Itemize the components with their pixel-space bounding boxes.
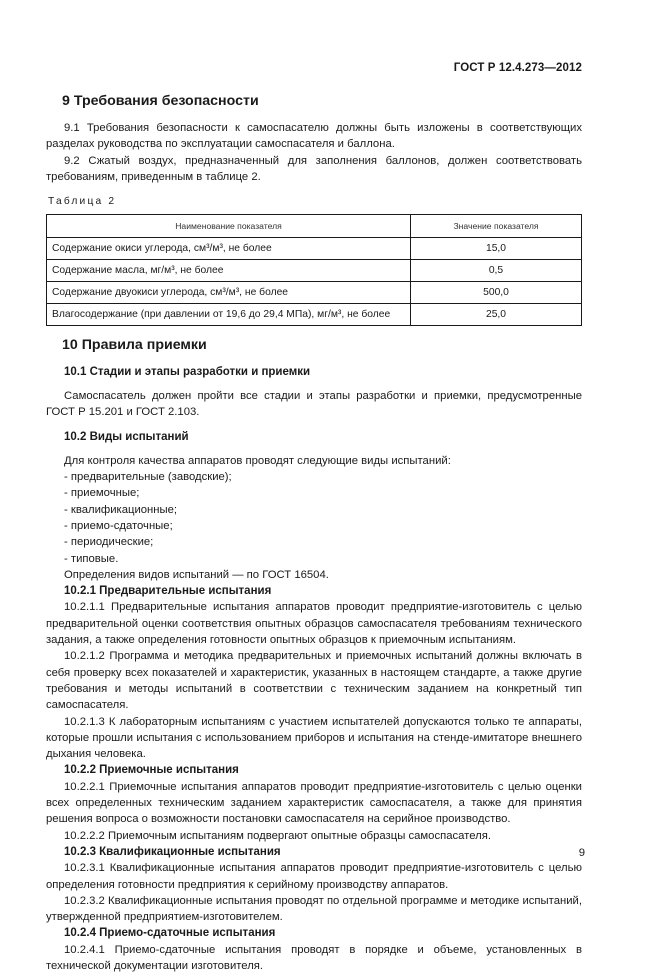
subsection-10-2-heading: 10.2 Виды испытаний [64, 430, 189, 443]
paragraph-10-2-1-2: 10.2.1.2 Программа и методика предварительных и приемочных испытаний должны включать в себя проверку всех показателей и характеристик, указанных в настоящем стандарте, а также другие требования и методы испытаний в соответствии с техническим заданием на конкретный тип самоспасателя. [46, 650, 582, 712]
subsection-10-2-4-heading: 10.2.4 Приемо-сдаточные испытания [64, 927, 276, 940]
paragraph-10-2-1-3: 10.2.1.3 К лабораторным испытаниям с участием испытателей допускаются только те аппараты, которые прошли испытания с использованием приборов и испытания на стенде-имитаторе внешнего дыхания человека. [46, 715, 582, 761]
row-value: 0,5 [411, 260, 582, 282]
paragraph-10-2-3-2: 10.2.3.2 Квалификационные испытания проводят по отдельной программе и методике испытаний, утвержденной предприятием-изготовителем. [46, 894, 582, 924]
table-row [47, 260, 582, 282]
row-name: Влагосодержание (при давлении от 19,6 до 29,4 МПа), мг/м³, не более [47, 304, 411, 326]
list-item: - периодические; [64, 536, 154, 549]
list-item: - приемочные; [64, 487, 140, 500]
list-item: - квалификационные; [64, 503, 178, 516]
row-name: Содержание масла, мг/м³, не более [47, 260, 411, 282]
test-types-list [46, 453, 582, 583]
table-row [47, 304, 582, 326]
row-value: 500,0 [411, 282, 582, 304]
definition-line: Определения видов испытаний — по ГОСТ 16504. [64, 568, 329, 581]
row-name: Содержание окиси углерода, см³/м³, не более [47, 238, 411, 260]
row-name: Содержание двуокиси углерода, см³/м³, не более [47, 282, 411, 304]
paragraph-10-1: Самоспасатель должен пройти все стадии и этапы разработки и приемки, предусмотренные ГОСТ Р 15.201 и ГОСТ 2.103. [46, 390, 582, 419]
subsection-10-2-3-heading: 10.2.3 Квалификационные испытания [64, 845, 281, 858]
subsection-10-2-2-heading: 10.2.2 Приемочные испытания [64, 764, 239, 777]
paragraph-10-2-2-2: 10.2.2.2 Приемочным испытаниям подвергают опытные образцы самоспасателя. [64, 829, 491, 842]
subsection-10-2-1-heading: 10.2.1 Предварительные испытания [64, 585, 272, 598]
column-header-value: Значение показателя [411, 215, 582, 238]
table-2 [46, 214, 582, 326]
section-9-heading: 9 Требования безопасности [62, 93, 259, 109]
paragraph-10-2-3-1: 10.2.3.1 Квалификационные испытания аппаратов проводит предприятие-изготовитель с целью определения готовности предприятия к серийному производству аппаратов. [46, 862, 582, 891]
page-content [46, 92, 582, 974]
row-value: 15,0 [411, 238, 582, 260]
table-row [47, 238, 582, 260]
column-header-name: Наименование показателя [47, 215, 411, 238]
paragraph-10-2-1-1: 10.2.1.1 Предварительные испытания аппаратов проводит предприятие-изготовитель с целью предварительной оценки соответствия опытных образцов самоспасателя требованиям технического задания, а также определения готовности опытных образцов к приемочным испытаниям. [46, 601, 582, 647]
paragraph-10-2-4-1: 10.2.4.1 Приемо-сдаточные испытания проводят в порядке и объеме, установленных в технической документации изготовителя. [46, 943, 582, 972]
section-10-heading: 10 Правила приемки [62, 337, 207, 354]
list-intro: Для контроля качества аппаратов проводят следующие виды испытаний: [64, 454, 451, 467]
list-item: - предварительные (заводские); [64, 471, 232, 484]
list-item: - типовые. [64, 552, 119, 565]
document-code-header: ГОСТ Р 12.4.273—2012 [453, 62, 582, 74]
paragraph-9-2: 9.2 Сжатый воздух, предназначенный для заполнения баллонов, должен соответствовать требованиям, приведенным в таблице 2. [46, 154, 582, 183]
page-number: 9 [578, 847, 585, 859]
table-header-row [47, 215, 582, 238]
paragraph-9-1: 9.1 Требования безопасности к самоспасателю должны быть изложены в соответствующих разделах руководства по эксплуатации самоспасателя и баллона. [46, 122, 582, 151]
list-item: - приемо-сдаточные; [64, 519, 173, 532]
table-2-caption: Таблица 2 [48, 196, 117, 208]
subsection-10-1-heading: 10.1 Стадии и этапы разработки и приемки [64, 366, 311, 379]
row-value: 25,0 [411, 304, 582, 326]
table-row [47, 282, 582, 304]
paragraph-10-2-2-1: 10.2.2.1 Приемочные испытания аппаратов проводит предприятие-изготовитель с целью оценки всех определенных техническим заданием характеристик самоспасателя, а также для принятия решения вопроса о возможности постановки самоспасателя на серийное производство. [46, 780, 582, 826]
